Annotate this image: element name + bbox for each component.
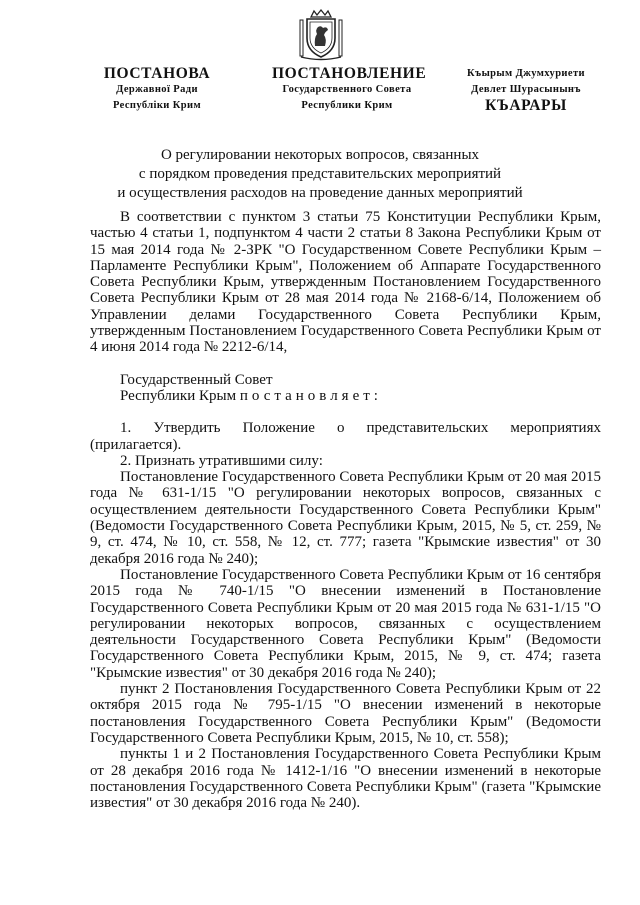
header-crimean-tatar <box>456 66 596 114</box>
document-title <box>100 146 540 203</box>
header-russian-line3: Республики Крим <box>301 100 393 111</box>
council-line: Государственный Совет <box>120 371 273 388</box>
header-ukrainian <box>92 66 222 114</box>
header-ukrainian-title: ПОСТАНОВА <box>103 65 211 82</box>
crimea-coat-of-arms-icon <box>297 8 345 62</box>
item-1-paragraph: 1. Утвердить Положение о представительских мероприятиях (прилагается). <box>90 420 601 453</box>
header-crimean-tatar-title: КЪАРАРЫ <box>485 97 567 114</box>
header-russian-title: ПОСТАНОВЛЕНИЕ <box>272 65 427 82</box>
document-body <box>90 209 601 811</box>
repeal-paragraph-2: Постановление Государственного Совета Республики Крым от 16 сентября 2015 года № 740-1/15 "О внесении изменений в Постановление Государственного Совета Республики Крым от 20 мая 2015 года № 631-1/15 "О регулировании некоторых вопросов, связанных с осуществлением деятельности Государственного Совета Республики Крым" (Ведомости Государственного Совета Республики Крым, 2015, № 9, ст. 474; газета "Крымские известия" от 30 декабря 2016 года № 240); <box>90 566 601 681</box>
header-crimean-tatar-line2: Девлет Шурасынынъ <box>471 84 581 95</box>
preamble-paragraph: В соответствии с пунктом 3 статьи 75 Конституции Республики Крым, частью 4 статьи 1, подпунктом 4 части 2 статьи 8 Закона Республики Крым от 15 мая 2014 года № 2-ЗРК "О Государственном Совете Республики Крым – Парламенте Республики Крым", Положением об Аппарате Государственного Совета Республики Крым, утвержденным Постановлением Государственного Совета Республики Крым от 28 мая 2014 года № 2168-6/14, Положением об Управлении делами Государственного Совета Республики Крым, утвержденным Постановлением Государственного Совета Республики Крым от 4 июня 2014 года № 2212-6/14, <box>90 209 601 356</box>
header-crimean-tatar-line1: Къырым Джумхуриети <box>467 68 585 79</box>
repeal-paragraph-3: пункт 2 Постановления Государственного Совета Республики Крым от 22 октября 2015 года № 795-1/15 "О внесении изменений в некоторые постановления Государственного Совета Республики Крым" (Ведомости Государственного Совета Республики Крым, 2015, № 10, ст. 558); <box>90 681 601 746</box>
title-line: О регулировании некоторых вопросов, связанных <box>160 147 480 163</box>
council-name: Республики Крым <box>120 387 237 404</box>
header-russian <box>272 65 427 114</box>
header-ukrainian-line2: Державної Ради <box>116 84 198 95</box>
repeal-paragraph-4: пункты 1 и 2 Постановления Государственного Совета Республики Крым от 28 декабря 2016 года № 1412-1/16 "О внесении изменений в некоторые постановления Государственного Совета Республики Крым" (газета "Крымские известия" от 30 декабря 2016 года № 240). <box>90 746 601 812</box>
header-ukrainian-line3: Республіки Крим <box>112 100 202 111</box>
item-2-paragraph: 2. Признать утратившими силу: <box>120 452 323 469</box>
header-russian-line2: Государственного Совета <box>282 84 412 95</box>
title-line: и осуществления расходов на проведение данных мероприятий <box>117 185 523 201</box>
resolves-word: постановляет: <box>239 387 382 404</box>
council-resolves-line <box>90 388 601 404</box>
repeal-paragraph-1: Постановление Государственного Совета Республики Крым от 20 мая 2015 года № 631-1/15 "О регулировании некоторых вопросов, связанных с осуществлением деятельности Государственного Совета Республики Крым" (Ведомости Государственного Совета Республики Крым, 2015, № 5, ст. 259, № 9, ст. 474, № 10, ст. 558, № 12, ст. 777; газета "Крымские известия" от 30 декабря 2016 года № 240); <box>90 469 601 567</box>
title-line: с порядком проведения представительских мероприятий <box>138 166 502 182</box>
